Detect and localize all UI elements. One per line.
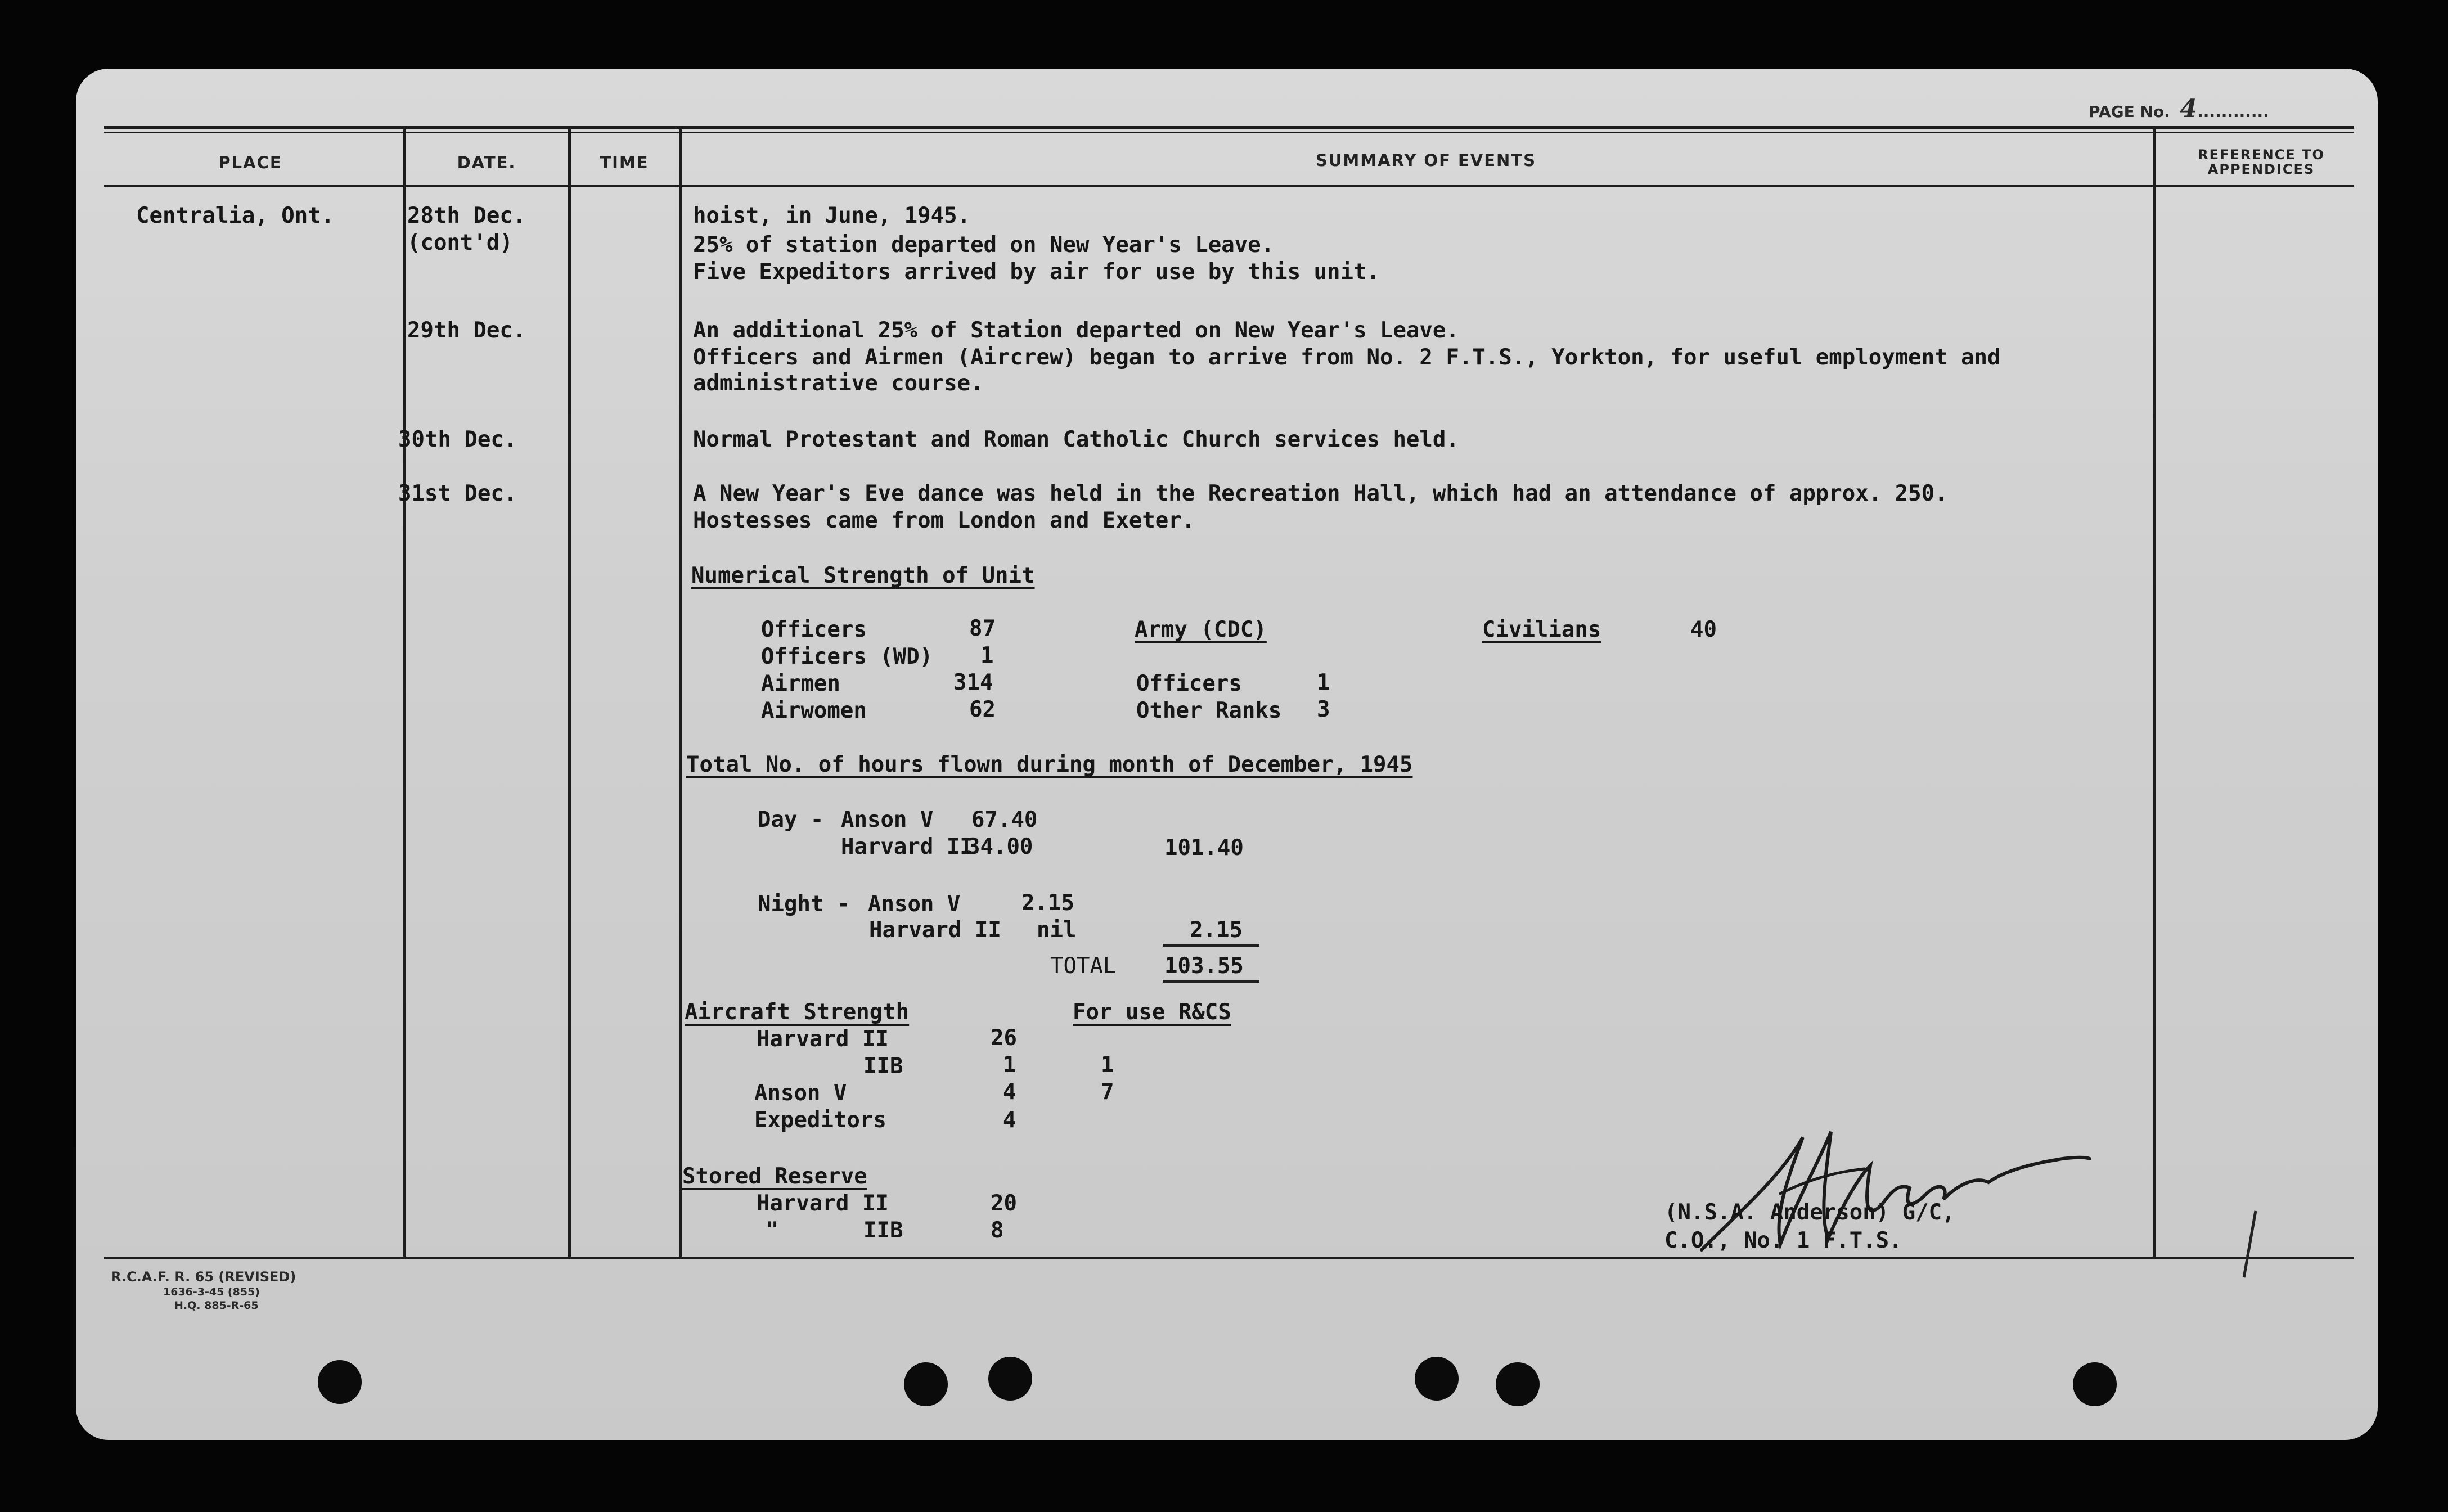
officers-value: 87 <box>969 616 996 641</box>
entry-line-9: Hostesses came from London and Exeter. <box>693 508 1195 533</box>
aircraft-anson-label: Anson V <box>754 1081 847 1106</box>
entry-line-7: Normal Protestant and Roman Catholic Church services held. <box>693 427 1459 452</box>
header-date: DATE. <box>457 153 516 172</box>
aircraft-iib-value: 1 <box>1003 1052 1016 1078</box>
entry-line-6: administrative course. <box>693 371 984 396</box>
page-number: 4 <box>2180 94 2198 123</box>
aircraft-anson-use: 7 <box>1101 1079 1114 1105</box>
for-use-heading: For use R&CS <box>1073 1000 1231 1025</box>
day-harvard-value: 34.00 <box>967 834 1033 860</box>
night-harvard-value: nil <box>1037 917 1077 943</box>
punch-hole-3 <box>988 1357 1032 1401</box>
header-summary: SUMMARY OF EVENTS <box>1316 151 1536 170</box>
airmen-label: Airmen <box>761 671 840 696</box>
airwomen-label: Airwomen <box>761 698 867 723</box>
reserve-harvard-label: Harvard II <box>757 1191 889 1216</box>
form-code-1: 1636-3-45 (855) <box>163 1286 260 1298</box>
margin-mark <box>2243 1210 2257 1277</box>
day-anson-value: 67.40 <box>971 807 1038 832</box>
entry-line-1: hoist, in June, 1945. <box>693 203 971 228</box>
header-place: PLACE <box>218 153 282 172</box>
day-harvard-label: Harvard II <box>841 834 973 860</box>
punch-hole-4 <box>1415 1357 1459 1401</box>
place-entry: Centralia, Ont. <box>136 203 335 228</box>
col-line-time <box>679 129 682 1259</box>
reserve-iib-label: IIB <box>863 1218 903 1243</box>
day-anson-label: Anson V <box>841 807 934 832</box>
page-number-label <box>2089 94 2269 123</box>
total-label: TOTAL <box>1050 953 1117 979</box>
total-value: 103.55 <box>1164 953 1244 979</box>
aircraft-expeditors-value: 4 <box>1003 1108 1016 1133</box>
aircraft-iib-use: 1 <box>1101 1052 1114 1078</box>
civilians-heading: Civilians <box>1482 617 1601 642</box>
entry-line-3: Five Expeditors arrived by air for use by this unit. <box>693 259 1380 285</box>
night-anson-value: 2.15 <box>1022 890 1074 916</box>
punch-hole-2 <box>904 1362 948 1406</box>
header-time: TIME <box>600 153 649 172</box>
header-reference <box>2180 147 2343 177</box>
strength-heading: Numerical Strength of Unit <box>691 563 1035 588</box>
army-other-label: Other Ranks <box>1136 698 1282 723</box>
header-reference-1: REFERENCE TO <box>2198 147 2325 163</box>
form-code-2: H.Q. 885-R-65 <box>174 1299 259 1312</box>
punch-hole-5 <box>1496 1362 1540 1406</box>
army-officers-value: 1 <box>1317 670 1330 695</box>
civilians-value: 40 <box>1690 617 1717 642</box>
army-officers-label: Officers <box>1136 671 1242 696</box>
night-anson-label: Anson V <box>868 892 961 917</box>
day-total: 101.40 <box>1164 835 1244 861</box>
page-label: PAGE No. <box>2089 102 2170 121</box>
officers-label: Officers <box>761 617 867 642</box>
hours-heading: Total No. of hours flown during month of December, 1945 <box>686 752 1413 777</box>
entry-line-4: An additional 25% of Station departed on New Year's Leave. <box>693 318 1459 343</box>
punch-hole-1 <box>318 1360 362 1404</box>
signature-name: (N.S.A. Anderson) G/C, <box>1664 1200 1955 1225</box>
date-30th: 30th Dec. <box>398 427 518 452</box>
aircraft-harvard-label: Harvard II <box>757 1027 889 1052</box>
date-28th: 28th Dec. <box>407 203 526 228</box>
army-other-value: 3 <box>1317 697 1330 722</box>
entry-line-2: 25% of station departed on New Year's Leave. <box>693 232 1275 258</box>
total-rule <box>1163 980 1259 983</box>
col-line-place <box>403 129 406 1259</box>
reserve-iib-value: 8 <box>991 1218 1004 1243</box>
reserve-heading: Stored Reserve <box>682 1164 867 1189</box>
signature-title: C.O., No. 1 F.T.S. <box>1664 1228 1902 1253</box>
punch-hole-6 <box>2073 1362 2117 1406</box>
night-label: Night - <box>758 892 850 917</box>
aircraft-heading: Aircraft Strength <box>685 1000 910 1025</box>
form-number: R.C.A.F. R. 65 (REVISED) <box>111 1269 296 1285</box>
reserve-harvard-value: 20 <box>991 1191 1017 1216</box>
aircraft-harvard-value: 26 <box>991 1025 1017 1051</box>
night-harvard-label: Harvard II <box>869 917 1001 943</box>
aircraft-anson-value: 4 <box>1003 1079 1016 1105</box>
page-number-dots: ............ <box>2197 102 2269 121</box>
entry-line-5: Officers and Airmen (Aircrew) began to arrive from No. 2 F.T.S., Yorkton, for useful employment and <box>693 345 2001 370</box>
col-line-date <box>568 129 571 1259</box>
top-rule <box>104 126 2354 129</box>
header-bottom-rule <box>104 184 2354 187</box>
date-31st: 31st Dec. <box>398 481 518 506</box>
aircraft-iib-label: IIB <box>863 1054 903 1079</box>
col-line-summary <box>2153 129 2156 1259</box>
top-rule-2 <box>104 132 2354 133</box>
aircraft-expeditors-label: Expeditors <box>754 1108 886 1133</box>
night-total-rule <box>1163 944 1259 947</box>
entry-line-8: A New Year's Eve dance was held in the Recreation Hall, which had an attendance of approx. 250. <box>693 481 1948 506</box>
officers-wd-label: Officers (WD) <box>761 644 933 669</box>
airmen-value: 314 <box>953 670 993 695</box>
night-total: 2.15 <box>1190 917 1243 943</box>
date-29th: 29th Dec. <box>407 318 526 343</box>
diary-page <box>76 69 2378 1440</box>
reserve-ditto: " <box>766 1218 779 1243</box>
day-label: Day - <box>758 807 824 832</box>
army-heading: Army (CDC) <box>1135 617 1267 642</box>
date-28th-contd: (cont'd) <box>407 230 513 255</box>
airwomen-value: 62 <box>969 697 996 722</box>
header-reference-2: APPENDICES <box>2207 161 2315 177</box>
officers-wd-value: 1 <box>980 643 994 668</box>
